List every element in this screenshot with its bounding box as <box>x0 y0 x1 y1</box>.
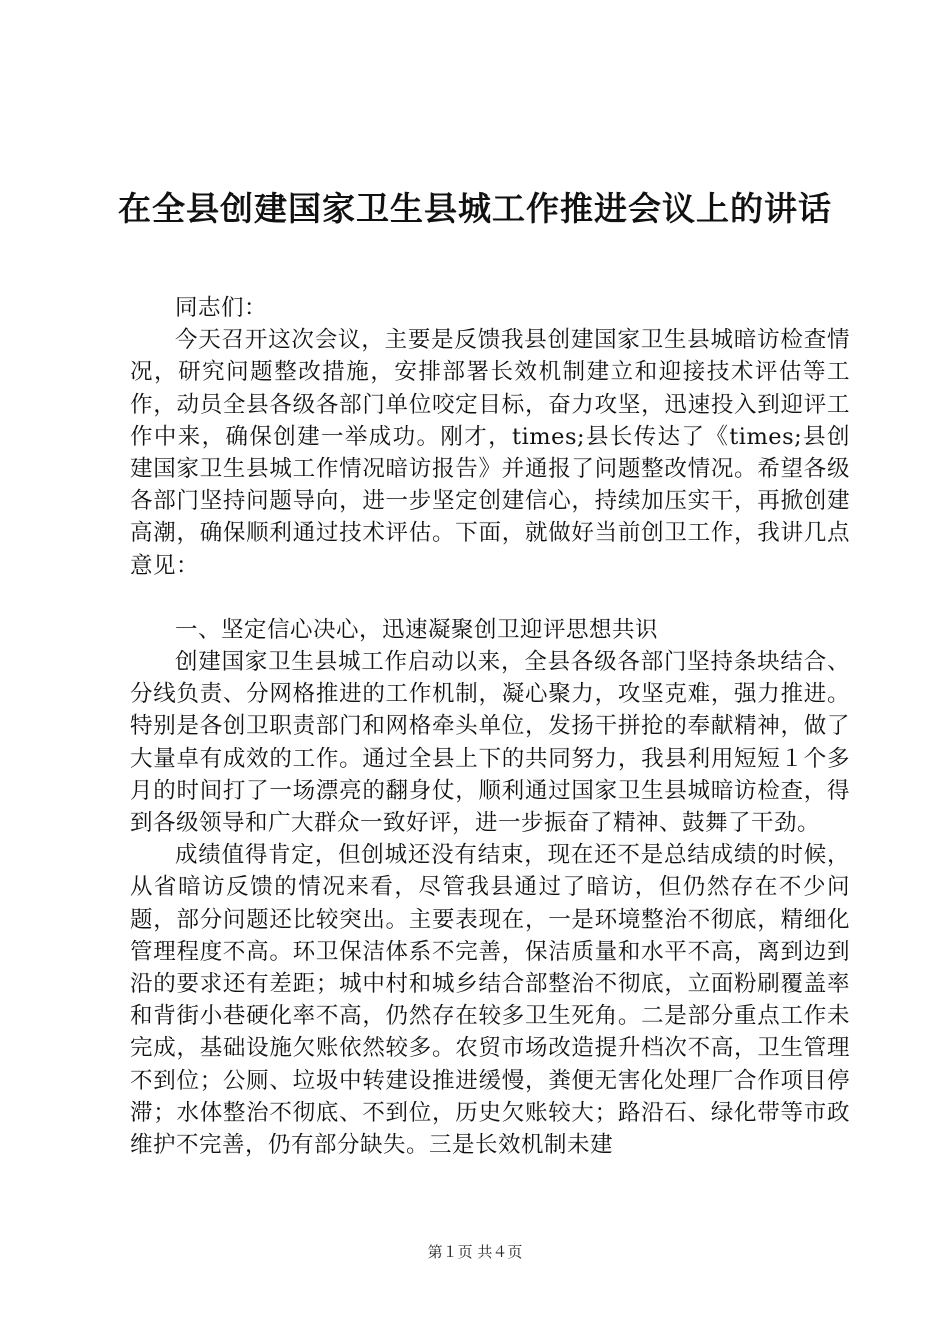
section-heading-1: 一、坚定信心决心，迅速凝聚创卫迎评思想共识 <box>175 616 659 643</box>
document-body <box>130 292 850 1161</box>
opening-paragraph: 今天召开这次会议，主要是反馈我县创建国家卫生县城暗访检查情况，研究问题整改措施，安排部署长效机制建立和迎接技术评估等工作，动员全县各级各部门单位咬定目标，奋力攻坚，迅速投入到迎评工作中来，确保创建一举成功。刚才，times;县长传达了《times;县创建国家卫生县城工作情况暗访报告》并通报了问题整改情况。希望各级各部门坚持问题导向，进一步坚定创建信心，持续加压实干，再掀创建高潮，确保顺利通过技术评估。下面，就做好当前创卫工作，我讲几点意见： <box>130 327 850 579</box>
body-paragraph: 创建国家卫生县城工作启动以来，全县各级各部门坚持条块结合、分线负责、分网格推进的工作机制，凝心聚力，攻坚克难，强力推进。特别是各创卫职责部门和网格牵头单位，发扬干拼抢的奉献精神，做了大量卓有成效的工作。通过全县上下的共同努力，我县利用短短１个多月的时间打了一场漂亮的翻身仗，顺利通过国家卫生县城暗访检查，得到各级领导和广大群众一致好评，进一步振奋了精神、鼓舞了干劲。 <box>130 649 850 837</box>
document-title: 在全县创建国家卫生县城工作推进会议上的讲话 <box>118 189 832 228</box>
page-number-footer: 第１页 共４页 <box>427 1243 523 1261</box>
salutation-paragraph: 同志们： <box>175 295 268 321</box>
body-paragraph: 成绩值得肯定，但创城还没有结束，现在还不是总结成绩的时候，从省暗访反馈的情况来看，尽管我县通过了暗访，但仍然存在不少问题，部分问题还比较突出。主要表现在，一是环境整治不彻底，精细化管理程度不高。环卫保洁体系不完善，保洁质量和水平不高，离到边到沿的要求还有差距；城中村和城乡结合部整治不彻底，立面粉刷覆盖率和背街小巷硬化率不高，仍然存在较多卫生死角。二是部分重点工作未完成，基础设施欠账依然较多。农贸市场改造提升档次不高，卫生管理不到位；公厕、垃圾中转建设推进缓慢，粪便无害化处理厂合作项目停滞；水体整治不彻底、不到位，历史欠账较大；路沿石、绿化带等市政维护不完善，仍有部分缺失。三是长效机制未建 <box>130 842 850 1159</box>
